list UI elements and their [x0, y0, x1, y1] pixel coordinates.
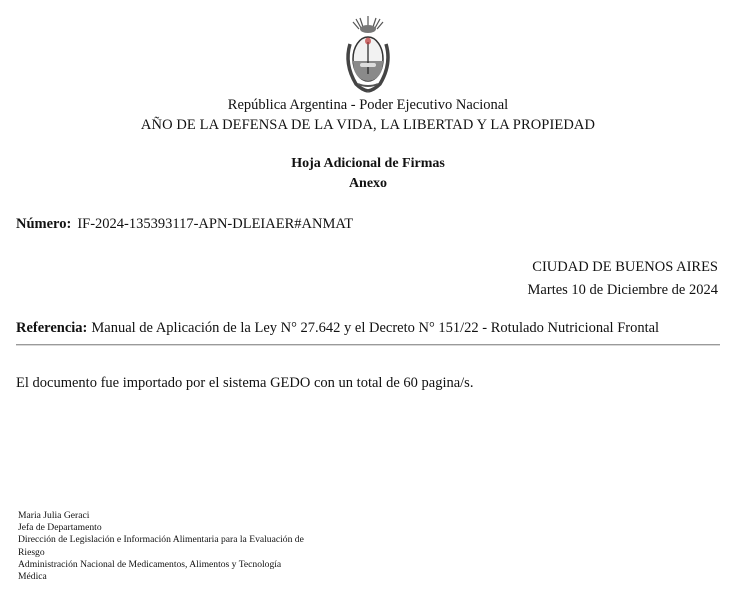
signer-department-line-1: Dirección de Legislación e Información Alimentaria para la Evaluación de: [18, 534, 304, 546]
referencia-label: Referencia:: [16, 320, 88, 336]
argentina-coat-of-arms-icon: [338, 14, 398, 94]
place: CIUDAD DE BUENOS AIRES: [532, 259, 718, 275]
divider: [16, 344, 720, 346]
date: Martes 10 de Diciembre de 2024: [527, 282, 718, 298]
referencia-value: Manual de Aplicación de la Ley N° 27.642 y el Decreto N° 151/22 - Rotulado Nutricional Frontal: [91, 320, 660, 336]
signer-role: Jefa de Departamento: [18, 522, 102, 534]
signer-department-line-2: Riesgo: [18, 546, 45, 558]
header-line-1: República Argentina - Poder Ejecutivo Nacional: [227, 97, 509, 113]
body-text: El documento fue importado por el sistema GEDO con un total de 60 pagina/s.: [16, 375, 474, 391]
numero-label: Número:: [16, 216, 72, 232]
signer-name: Maria Julia Geraci: [18, 510, 90, 521]
document-title: Hoja Adicional de Firmas: [291, 156, 445, 171]
document-subtitle: Anexo: [348, 176, 388, 191]
signer-agency-line-2: Médica: [18, 571, 47, 583]
numero-value: IF-2024-135393117-APN-DLEIAER#ANMAT: [77, 216, 354, 232]
referencia-row: [16, 320, 659, 337]
signature-block: [18, 510, 348, 583]
numero-row: [16, 216, 353, 233]
signer-agency-line-1: Administración Nacional de Medicamentos, Alimentos y Tecnología: [18, 558, 282, 570]
header-year-motto: AÑO DE LA DEFENSA DE LA VIDA, LA LIBERTAD Y LA PROPIEDAD: [140, 117, 596, 133]
